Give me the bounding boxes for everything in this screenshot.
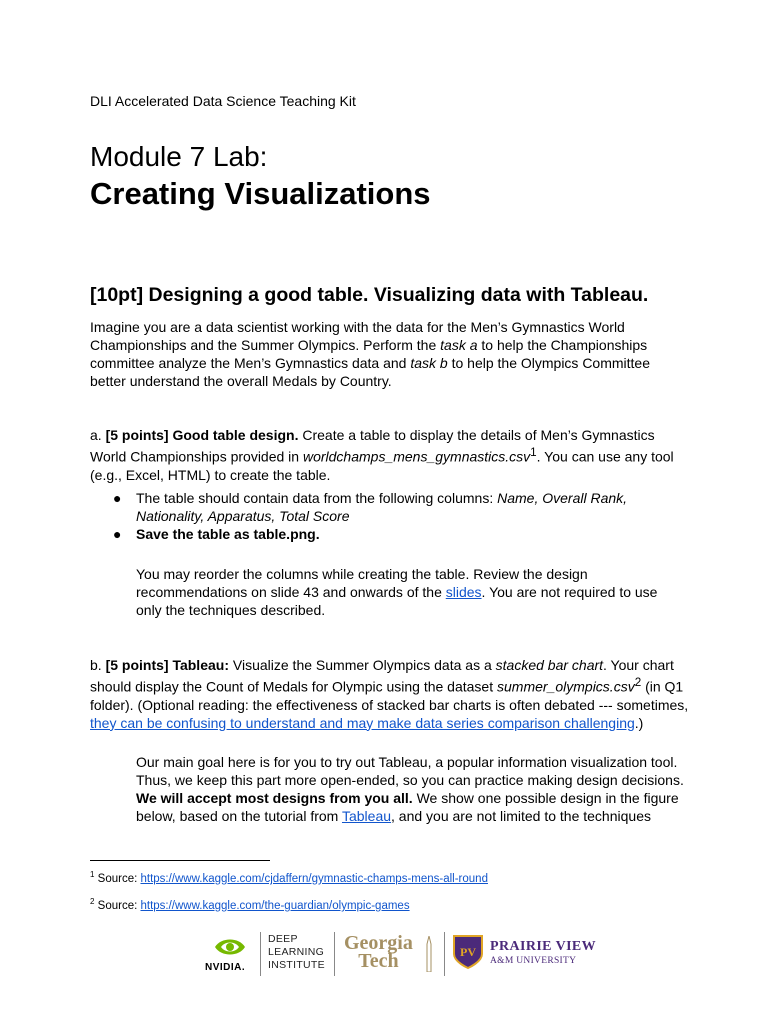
task-a-term: task a <box>440 337 478 353</box>
reorder-text-2: . You are not required to use only the techniques described. <box>136 584 658 618</box>
dli-line-1: DEEP <box>268 933 298 945</box>
part-a-prefix: a. <box>90 427 106 443</box>
pv-subtitle: A&M UNIVERSITY <box>490 956 577 966</box>
list-item <box>113 489 673 525</box>
slides-link[interactable]: slides <box>445 584 482 600</box>
section-heading: [10pt] Designing a good table. Visualizing data with Tableau. <box>90 284 649 306</box>
logo-divider <box>260 932 261 976</box>
task-b-term: task b <box>410 355 448 371</box>
list-item <box>113 525 673 543</box>
part-b-text-2: . Your chart should display the Count of Medals for Olympic using the dataset <box>90 657 674 695</box>
intro-text-2: to help the Championships committee analyze the Men’s Gymnastics data and <box>90 337 648 371</box>
gt-line-1: Georgia <box>344 932 413 954</box>
logo-divider <box>334 932 335 976</box>
part-b-filename: summer_olympics.csv <box>497 678 635 695</box>
footnote-label: Source: <box>97 899 141 912</box>
footnote-1-link[interactable]: https://www.kaggle.com/cjdaffern/gymnastic-champs-mens-all-round <box>140 872 488 885</box>
requirements-list <box>113 489 673 543</box>
goal-text-1: Our main goal here is for you to try out Tableau, a popular information visualization tool. Thus, we keep this part more open-ended, so you can practice making design decisions. <box>136 754 684 788</box>
part-a-heading: [5 points] Good table design. <box>105 427 299 443</box>
footnote-ref-2: 2 <box>634 676 642 689</box>
tower-icon <box>424 936 434 972</box>
bullet-1-columns: Name, Overall Rank, Nationality, Apparatus, Total Score <box>136 490 628 524</box>
dli-line-2: LEARNING <box>268 946 325 958</box>
part-b-text-4: .) <box>634 714 644 731</box>
chart-type-term: stacked bar chart <box>495 657 604 673</box>
dli-logo <box>268 933 325 972</box>
georgia-tech-logo <box>344 934 413 970</box>
part-a-text-1: Create a table to display the details of Men’s Gymnastics World Championships provided in <box>90 427 655 465</box>
nvidia-logo <box>205 935 255 979</box>
partner-logos <box>90 920 690 980</box>
pv-name: PRAIRIE VIEW <box>490 939 597 954</box>
footnote-number: 1 <box>90 870 95 879</box>
part-b-text-1: Visualize the Summer Olympics data as a <box>229 657 496 673</box>
reorder-paragraph <box>136 565 676 619</box>
footnote-divider <box>90 860 270 861</box>
logo-divider <box>444 932 445 976</box>
intro-text-1: Imagine you are a data scientist working with the data for the Men’s Gymnastics World Championships and the Summer Olympics. Perform the <box>90 319 625 353</box>
footnote-2 <box>90 897 410 912</box>
gt-line-2: Tech <box>358 950 399 972</box>
prairie-view-logo <box>452 934 602 978</box>
goal-text-2: We show one possible design in the figure below, based on the tutorial from <box>136 790 679 824</box>
stacked-bar-article-link[interactable]: they can be confusing to understand and may make data series comparison challenging <box>90 714 635 731</box>
kit-header: DLI Accelerated Data Science Teaching Kit <box>90 93 356 109</box>
tableau-link[interactable]: Tableau <box>341 808 392 824</box>
goal-text-3: , and you are not limited to the techniques <box>391 808 651 824</box>
part-b-text-3: (in Q1 folder). (Optional reading: the effectiveness of stacked bar charts is often debated --- sometimes, <box>90 678 689 713</box>
part-b-prefix: b. <box>90 657 106 673</box>
intro-text-3: to help the Olympics Committee better understand the overall Medals by Country. <box>90 355 650 389</box>
goal-bold-text: We will accept most designs from you all. <box>136 790 413 806</box>
footnote-2-link[interactable]: https://www.kaggle.com/the-guardian/olympic-games <box>140 899 410 912</box>
footnote-ref-1: 1 <box>530 446 537 459</box>
module-label: Module 7 Lab: <box>90 141 268 172</box>
bullet-icon: ● <box>113 526 122 542</box>
footnote-1 <box>90 870 488 885</box>
intro-paragraph <box>90 318 680 390</box>
part-a-filename: worldchamps_mens_gymnastics.csv <box>302 448 531 465</box>
bullet-2-text: Save the table as table.png. <box>136 526 320 542</box>
nvidia-wordmark: NVIDIA. <box>205 962 246 973</box>
bullet-icon: ● <box>113 490 122 506</box>
pv-shield-text: PV <box>460 945 476 959</box>
footnote-number: 2 <box>90 897 95 906</box>
part-a-paragraph <box>90 426 690 484</box>
part-b-paragraph <box>90 656 700 732</box>
part-b-heading: [5 points] Tableau: <box>105 657 229 673</box>
nvidia-eye-icon <box>213 935 247 959</box>
dli-line-3: INSTITUTE <box>268 959 325 971</box>
reorder-text-1: You may reorder the columns while creating the table. Review the design recommendations on slide 43 and onwards of the <box>136 566 588 600</box>
page-title: Creating Visualizations <box>90 176 431 211</box>
goal-paragraph <box>136 753 696 825</box>
bullet-1-text: The table should contain data from the following columns: <box>136 490 498 506</box>
pv-shield-icon <box>452 934 484 970</box>
footnote-label: Source: <box>97 872 141 885</box>
part-a-text-2: . You can use any tool (e.g., Excel, HTML) to create the table. <box>90 448 674 483</box>
